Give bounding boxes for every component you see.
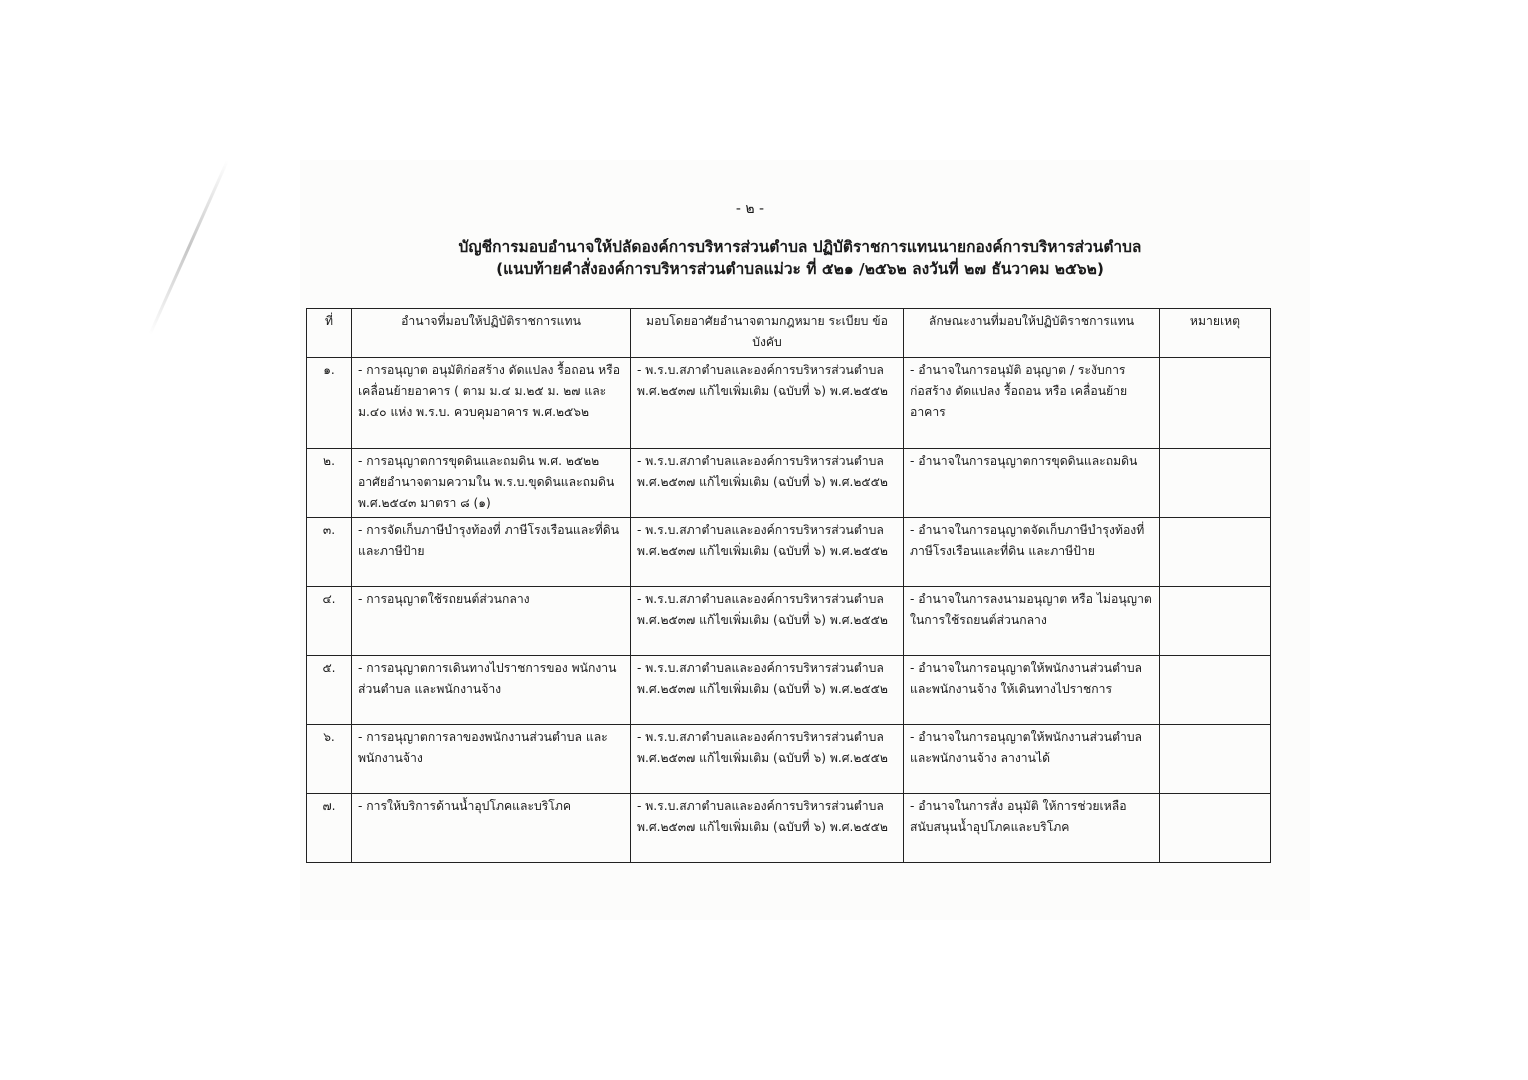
header-remark: หมายเหตุ: [1160, 309, 1271, 358]
table-row: [307, 587, 1271, 656]
row-authority: - การจัดเก็บภาษีบำรุงท้องที่ ภาษีโรงเรือนและที่ดิน และภาษีป้าย: [352, 518, 631, 587]
row-legal-basis: - พ.ร.บ.สภาตำบลและองค์การบริหารส่วนตำบล พ.ศ.๒๕๓๗ แก้ไขเพิ่มเติม (ฉบับที่ ๖) พ.ศ.๒๕๕๒: [631, 725, 904, 794]
header-legal-basis: มอบโดยอาศัยอำนาจตามกฎหมาย ระเบียบ ข้อบังคับ: [631, 309, 904, 358]
row-nature: - อำนาจในการอนุญาตให้พนักงานส่วนตำบล และพนักงานจ้าง ลางานได้: [904, 725, 1160, 794]
delegation-table: [306, 308, 1271, 863]
row-legal-basis: - พ.ร.บ.สภาตำบลและองค์การบริหารส่วนตำบล พ.ศ.๒๕๓๗ แก้ไขเพิ่มเติม (ฉบับที่ ๖) พ.ศ.๒๕๕๒: [631, 518, 904, 587]
row-remark: [1160, 449, 1271, 518]
row-nature: - อำนาจในการสั่ง อนุมัติ ให้การช่วยเหลือ สนับสนุนน้ำอุปโภคและบริโภค: [904, 794, 1160, 863]
row-legal-basis: - พ.ร.บ.สภาตำบลและองค์การบริหารส่วนตำบล พ.ศ.๒๕๓๗ แก้ไขเพิ่มเติม (ฉบับที่ ๖) พ.ศ.๒๕๕๒: [631, 587, 904, 656]
title-line-1: บัญชีการมอบอำนาจให้ปลัดองค์การบริหารส่วนตำบล ปฏิบัติราชการแทนนายกองค์การบริหารส่วนตำบล: [458, 238, 1142, 256]
row-nature: - อำนาจในการอนุญาตการขุดดินและถมดิน: [904, 449, 1160, 518]
row-legal-basis: - พ.ร.บ.สภาตำบลและองค์การบริหารส่วนตำบล พ.ศ.๒๕๓๗ แก้ไขเพิ่มเติม (ฉบับที่ ๖) พ.ศ.๒๕๕๒: [631, 449, 904, 518]
row-number: ๒.: [307, 449, 352, 518]
row-authority: - การอนุญาต อนุมัติก่อสร้าง ดัดแปลง รื้อถอน หรือเคลื่อนย้ายอาคาร ( ตาม ม.๔ ม.๒๕ ม. ๒๗ และ ม.๔๐ แห่ง พ.ร.บ. ควบคุมอาคาร พ.ศ.๒๕๖๒: [352, 358, 631, 449]
title-line-2: (แนบท้ายคำสั่งองค์การบริหารส่วนตำบลแม่วะ ที่ ๕๒๑ /๒๕๖๒ ลงวันที่ ๒๗ ธันวาคม ๒๕๖๒): [496, 260, 1104, 279]
document-title: [300, 236, 1300, 281]
row-remark: [1160, 518, 1271, 587]
row-legal-basis: - พ.ร.บ.สภาตำบลและองค์การบริหารส่วนตำบล พ.ศ.๒๕๓๗ แก้ไขเพิ่มเติม (ฉบับที่ ๖) พ.ศ.๒๕๕๒: [631, 358, 904, 449]
row-remark: [1160, 656, 1271, 725]
row-number: ๓.: [307, 518, 352, 587]
header-no: ที่: [307, 309, 352, 358]
row-legal-basis: - พ.ร.บ.สภาตำบลและองค์การบริหารส่วนตำบล พ.ศ.๒๕๓๗ แก้ไขเพิ่มเติม (ฉบับที่ ๖) พ.ศ.๒๕๕๒: [631, 656, 904, 725]
row-nature: - อำนาจในการอนุญาตจัดเก็บภาษีบำรุงท้องที่ ภาษีโรงเรือนและที่ดิน และภาษีป้าย: [904, 518, 1160, 587]
table-row: [307, 794, 1271, 863]
row-number: ๖.: [307, 725, 352, 794]
row-remark: [1160, 587, 1271, 656]
row-authority: - การอนุญาตการเดินทางไปราชการของ พนักงานส่วนตำบล และพนักงานจ้าง: [352, 656, 631, 725]
row-nature: - อำนาจในการลงนามอนุญาต หรือ ไม่อนุญาตในการใช้รถยนต์ส่วนกลาง: [904, 587, 1160, 656]
row-remark: [1160, 725, 1271, 794]
row-number: ๔.: [307, 587, 352, 656]
header-authority: อำนาจที่มอบให้ปฏิบัติราชการแทน: [352, 309, 631, 358]
table-row: [307, 725, 1271, 794]
row-number: ๕.: [307, 656, 352, 725]
table-row: [307, 358, 1271, 449]
row-authority: - การอนุญาตใช้รถยนต์ส่วนกลาง: [352, 587, 631, 656]
row-nature: - อำนาจในการอนุญาตให้พนักงานส่วนตำบล และพนักงานจ้าง ให้เดินทางไปราชการ: [904, 656, 1160, 725]
page-number: - ๒ -: [735, 201, 765, 217]
scan-streak-mark: [149, 160, 229, 335]
row-number: ๑.: [307, 358, 352, 449]
row-remark: [1160, 794, 1271, 863]
row-number: ๗.: [307, 794, 352, 863]
table-row: [307, 656, 1271, 725]
table-row: [307, 518, 1271, 587]
row-nature: - อำนาจในการอนุมัติ อนุญาต / ระงับการก่อสร้าง ดัดแปลง รื้อถอน หรือ เคลื่อนย้ายอาคาร: [904, 358, 1160, 449]
row-remark: [1160, 358, 1271, 449]
table-row: [307, 449, 1271, 518]
row-authority: - การอนุญาตการขุดดินและถมดิน พ.ศ. ๒๕๒๒ อาศัยอำนาจตามความใน พ.ร.บ.ขุดดินและถมดิน พ.ศ.๒๕๔๓ มาตรา ๘ (๑): [352, 449, 631, 518]
row-authority: - การให้บริการด้านน้ำอุปโภคและบริโภค: [352, 794, 631, 863]
table-header-row: [307, 309, 1271, 358]
row-legal-basis: - พ.ร.บ.สภาตำบลและองค์การบริหารส่วนตำบล พ.ศ.๒๕๓๗ แก้ไขเพิ่มเติม (ฉบับที่ ๖) พ.ศ.๒๕๕๒: [631, 794, 904, 863]
header-nature: ลักษณะงานที่มอบให้ปฏิบัติราชการแทน: [904, 309, 1160, 358]
row-authority: - การอนุญาตการลาของพนักงานส่วนตำบล และพนักงานจ้าง: [352, 725, 631, 794]
